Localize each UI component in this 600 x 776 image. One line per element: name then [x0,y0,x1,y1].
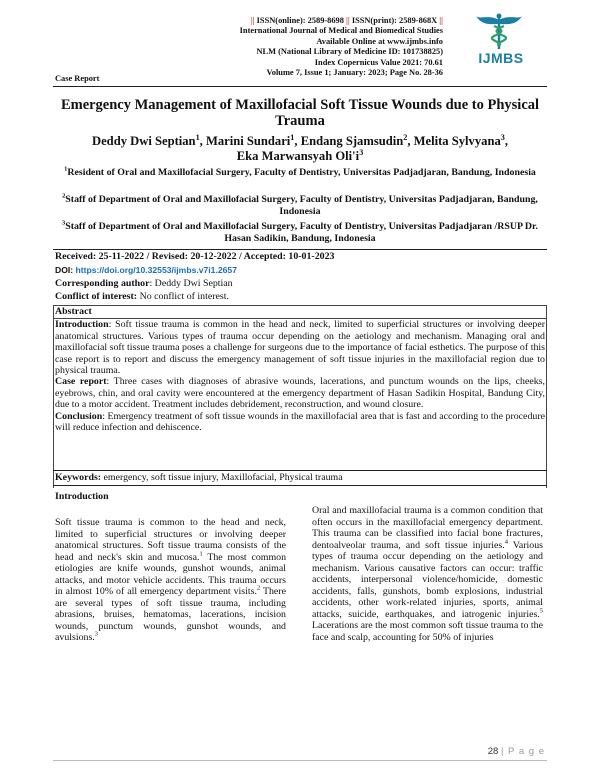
keywords [55,472,545,483]
body-text: Various types of trauma occur depending on the aetiology and mechanism. Various causative factors can occur: traffic accidents, interpersonal violence/homicide, domestic accidents, falls, gunshots, bomb explosions, industrial accidents, other work-related injuries, sports, animal attacks, suicide, earthquakes, and iatrogenic injuries. [312,539,543,620]
article-dates: Received: 25-11-2022 / Revised: 20-12-2022 / Accepted: 10-01-2023 [55,251,335,262]
affiliation [62,221,538,245]
affiliation [62,194,538,218]
author-sup: 1 [195,132,200,142]
abstract-intro-text: : Soft tissue trauma is common in the head and neck, limited to superficial structures or involving deeper anatomical structures. Various types of trauma occur depending on the aetiology and mechanism. Managing oral and maxillofacial soft tissue trauma poses a challenge for surgeons due to the importance of facial esthetics. The purpose of this case report is to report and discuss the emergency management of soft tissue injuries in the maxillofacial region due to physical trauma. [55,319,545,377]
journal-header: || ISSN(online): 2589-8698 || ISSN(print): 2589-868X || International Journal of Medical and Biomedical Studies Available Online at www.ijmbs.info NLM (National Library of Medicine ID: 101738825) Index Copernicus Value 2021: 70.61 Volume 7, Issue 1; January: 2023; Page No. 28-36 [113,16,443,78]
author: Endang Sjamsudin [300,134,404,148]
body-text: Soft tissue trauma is common to the head and neck, limited to superficial structures or involving deeper anatomical structures. Soft tissue trauma consists of the head and neck's skin and mucosa. [55,517,286,563]
author: Marini Sundari [205,134,291,148]
author-sep: , [504,134,508,148]
index-copernicus: Index Copernicus Value 2021: 70.61 [314,57,443,67]
affiliation-sup: 2 [62,192,66,200]
citation-sup: 4 [504,538,508,546]
introduction-heading: Introduction [55,491,109,502]
keywords-text: emergency, soft tissue injury, Maxillofacial, Physical trauma [101,472,343,483]
citation-sup: 2 [256,584,261,592]
affiliation-text: Resident of Oral and Maxillofacial Surgery, Faculty of Dentistry, Universitas Padjadjaran, Bandung, Indonesia [67,167,536,178]
author-sup: 3 [500,132,505,142]
body-text: There are several types of soft tissue trauma, including abrasions, bruises, hematomas, lacerations, incision wounds, punctum wounds, gunshot wounds, and avulsions. [55,586,286,644]
header-divider [53,86,547,87]
abstract [55,306,545,433]
available-online: Available Online at www.ijmbs.info [316,36,443,46]
corresponding-value: : Deddy Dwi Septian [149,278,233,289]
article-title: Emergency Management of Maxillofacial Soft Tissue Wounds due to Physical Trauma [60,97,540,129]
affiliation-sup: 1 [64,165,68,173]
conflict-of-interest [55,291,545,303]
abstract-bottom-rule [53,485,547,486]
body-text: Lacerations are the most common soft tissue trauma to the face and scalp, accounting for 50% of injuries [312,620,543,644]
corresponding-author [55,278,545,290]
journal-name: International Journal of Medical and Biomedical Studies [239,26,443,36]
conflict-label: Conflict of interest: [55,291,138,302]
body-column-left [55,517,286,644]
abstract-case-text: : Three cases with diagnoses of abrasive wounds, lacerations, and punctum wounds on the lips, cheeks, eyebrows, chin, and oral cavity were encountered at the emergency department of Hasan Sadikin Hospital, Bandung City, due to a motor accident. Treatment includes debridement, reconstruction, and wound closure. [55,376,545,411]
keywords-divider [53,470,547,471]
author-sup: 1 [290,132,295,142]
doi-link[interactable]: https://doi.org/10.32553/ijmbs.v7i1.2657 [75,265,237,275]
keywords-label: Keywords: [55,472,102,483]
author-sep: , [199,134,206,148]
abstract-conclusion-label: Conclusion [55,410,103,422]
nlm-id: NLM (National Library of Medicine ID: 101738825) [256,47,443,57]
page-label: | P a g e [500,746,545,757]
page-number-value: 28 [487,746,499,757]
citation-sup: 1 [199,550,203,558]
page-number [488,746,545,757]
author-list [55,134,545,164]
citation-sup: 5 [539,607,543,615]
affiliation-text: Staff of Department of Oral and Maxillofacial Surgery, Faculty of Dentistry, Universitas Padjadjaran, Bandung, Indonesia [65,194,538,217]
affiliation [62,167,538,179]
footer-rule [53,760,547,761]
doi-line [55,264,545,276]
abstract-case-label: Case report [55,376,107,388]
abstract-heading: Abstract [55,306,92,317]
title-divider [53,249,547,250]
affiliation-sup: 3 [62,219,66,227]
body-column-right [312,505,543,644]
conflict-value: No conflict of interest. [137,291,229,302]
author-sup: 3 [359,147,364,157]
affiliation-text: Staff of Department of Oral and Maxillofacial Surgery, Faculty of Dentistry, Universitas Padjadjaran /RSUP Dr. Hasan Sadikin, Bandung, Indonesia [65,221,538,244]
abstract-heading-rule [53,318,547,319]
volume-info: Volume 7, Issue 1; January: 2023; Page No. 28-36 [266,68,443,78]
issn-online: ISSN(online): 2589-8698 [256,16,344,25]
citation-sup: 3 [94,631,98,639]
journal-logo-text: IJMBS [478,50,524,66]
caduceus-icon [474,12,524,50]
author-sep: , [294,134,301,148]
body-text: Oral and maxillofacial trauma is a common condition that often occurs in the maxillofacial emergency department. This trauma can be classified into facial bone fractures, dentoalveolar trauma, and soft tissue injuries. [312,505,543,551]
case-report-label: Case Report [55,74,100,83]
author: Melita Sylvyana [413,134,501,148]
author: Eka Marwansyah Oli'i [236,149,360,163]
author-sup: 2 [403,132,408,142]
corresponding-label: Corresponding author [55,278,150,289]
abstract-conclusion-text: : Emergency treatment of soft tissue wounds in the maxillofacial area that is fast and according to the procedure will reduce infection and dehiscence. [55,410,545,434]
author: Deddy Dwi Septian [92,134,196,148]
doi-label: DOI: [55,265,74,275]
author-sep: , [407,134,414,148]
abstract-intro-label: Introduction [55,319,109,331]
body-text: The most common etiologies are knife wounds, gunshot wounds, animal attacks, and motor vehicle accidents. This trauma occurs in almost 10% of all emergency department visits. [55,551,287,598]
issn-print: ISSN(print): 2589-868X [351,16,438,25]
